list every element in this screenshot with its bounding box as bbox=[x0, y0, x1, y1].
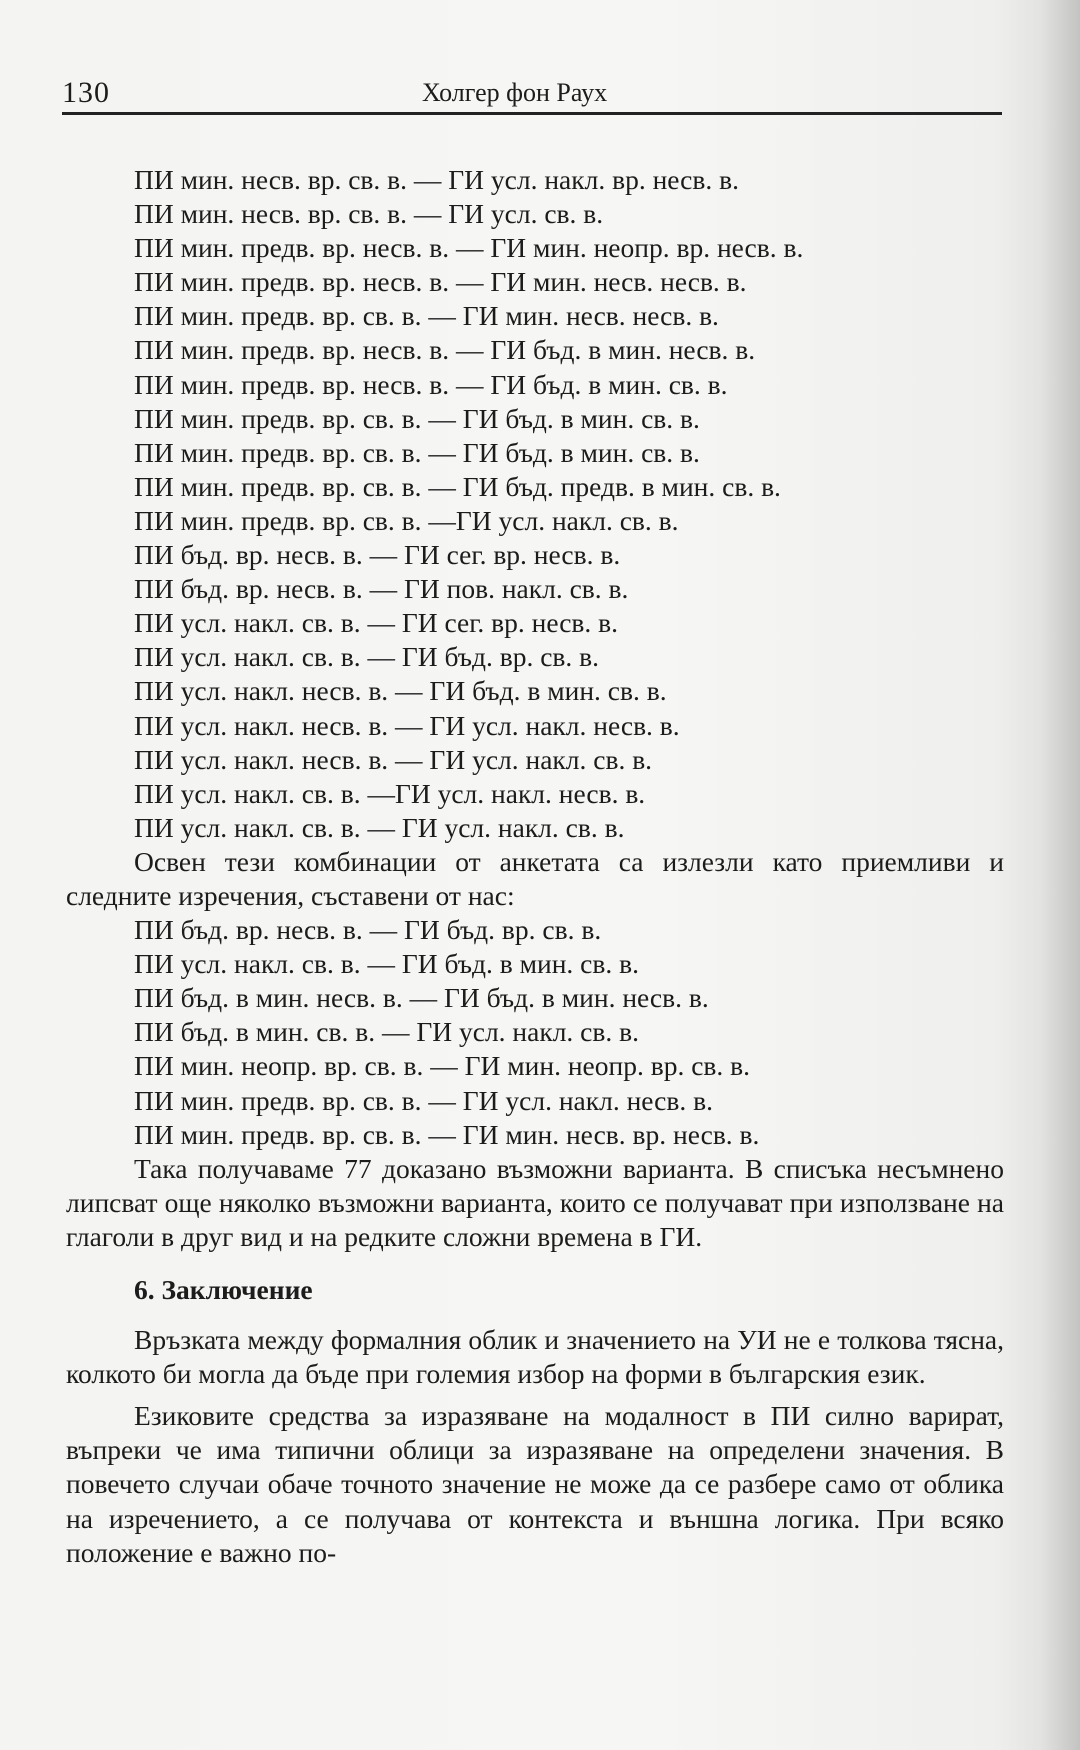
page-body bbox=[66, 163, 1004, 1570]
formula-line: ПИ мин. предв. вр. св. в. — ГИ бъд. предв. в мин. св. в. bbox=[134, 470, 781, 502]
formula-line: ПИ усл. накл. несв. в. — ГИ бъд. в мин. св. в. bbox=[134, 675, 667, 707]
formula-line: ПИ мин. предв. вр. несв. в. — ГИ мин. неопр. вр. несв. в. bbox=[134, 232, 804, 264]
paragraph-additional-sentences: Освен тези комбинации от анкетата са излезли като приемливи и следните изречения, съставени от нас: bbox=[66, 845, 1004, 911]
formula-line: ПИ мин. предв. вр. св. в. —ГИ усл. накл. св. в. bbox=[134, 504, 679, 536]
running-head: Холгер фон Раух bbox=[422, 78, 608, 107]
formula-line: ПИ мин. предв. вр. несв. в. — ГИ бъд. в мин. св. в. bbox=[134, 368, 728, 400]
paragraph-conclusion-2: Езиковите средства за изразяване на модалност в ПИ силно варират, въпреки че има типични облици за изразяване на определени значения. В повечето случаи обаче точното значение не може да се разбере само от облика на изречението, а се получава от контекста и външна логика. При всяко положение е важно по- bbox=[66, 1400, 1004, 1568]
formula-line: ПИ бъд. вр. несв. в. — ГИ бъд. вр. св. в. bbox=[134, 914, 602, 946]
formula-line: ПИ бъд. вр. несв. в. — ГИ пов. накл. св. в. bbox=[134, 573, 629, 605]
formula-line: ПИ усл. накл. св. в. — ГИ бъд. вр. св. в. bbox=[134, 641, 600, 673]
formula-line: ПИ мин. предв. вр. св. в. — ГИ усл. накл. несв. в. bbox=[134, 1084, 713, 1116]
formula-line: ПИ бъд. в мин. св. в. — ГИ усл. накл. св. в. bbox=[134, 1016, 639, 1048]
formula-line: ПИ мин. предв. вр. несв. в. — ГИ мин. несв. несв. в. bbox=[134, 266, 747, 298]
formula-list-survey bbox=[66, 163, 1004, 845]
formula-line: ПИ мин. предв. вр. св. в. — ГИ бъд. в мин. св. в. bbox=[134, 436, 700, 468]
formula-list-authors bbox=[66, 913, 1004, 1152]
formula-line: ПИ усл. накл. св. в. — ГИ усл. накл. св. в. bbox=[134, 811, 625, 843]
formula-line: ПИ усл. накл. несв. в. — ГИ усл. накл. несв. в. bbox=[134, 709, 680, 741]
formula-line: ПИ мин. предв. вр. св. в. — ГИ мин. несв. вр. несв. в. bbox=[134, 1118, 760, 1150]
section-heading: 6. Заключение bbox=[134, 1274, 313, 1305]
formula-line: ПИ бъд. в мин. несв. в. — ГИ бъд. в мин. несв. в. bbox=[134, 982, 709, 1014]
formula-line: ПИ усл. накл. св. в. — ГИ бъд. в мин. св. в. bbox=[134, 948, 639, 980]
paragraph-conclusion-1: Връзката между формалния облик и значението на УИ не е толкова тясна, колкото би могла да бъде при големия избор на форми в българския език. bbox=[66, 1324, 1004, 1390]
page-number: 130 bbox=[62, 76, 110, 109]
formula-line: ПИ мин. неопр. вр. св. в. — ГИ мин. неопр. вр. св. в. bbox=[134, 1050, 750, 1082]
paragraph-gap bbox=[66, 1391, 1004, 1399]
formula-line: ПИ мин. предв. вр. св. в. — ГИ мин. несв. несв. в. bbox=[134, 300, 719, 332]
page-edge-shadow bbox=[1040, 0, 1080, 1750]
formula-line: ПИ мин. предв. вр. св. в. — ГИ бъд. в мин. св. в. bbox=[134, 402, 700, 434]
page-header bbox=[62, 68, 1002, 112]
formula-line: ПИ мин. предв. вр. несв. в. — ГИ бъд. в мин. несв. в. bbox=[134, 334, 756, 366]
formula-line: ПИ усл. накл. св. в. — ГИ сег. вр. несв. в. bbox=[134, 607, 619, 639]
formula-line: ПИ мин. несв. вр. св. в. — ГИ усл. св. в. bbox=[134, 198, 604, 230]
formula-line: ПИ усл. накл. св. в. —ГИ усл. накл. несв. в. bbox=[134, 777, 646, 809]
paragraph-variant-count: Така получаваме 77 доказано възможни варианта. В списъка несъмнено липсват още няколко възможни варианта, които се получават при използване на глаголи в друг вид и на редките сложни времена в ГИ. bbox=[66, 1152, 1004, 1252]
header-rule bbox=[62, 112, 1002, 115]
formula-line: ПИ мин. несв. вр. св. в. — ГИ усл. накл. вр. несв. в. bbox=[134, 164, 739, 195]
formula-line: ПИ бъд. вр. несв. в. — ГИ сег. вр. несв. в. bbox=[134, 539, 621, 571]
formula-line: ПИ усл. накл. несв. в. — ГИ усл. накл. св. в. bbox=[134, 743, 653, 775]
